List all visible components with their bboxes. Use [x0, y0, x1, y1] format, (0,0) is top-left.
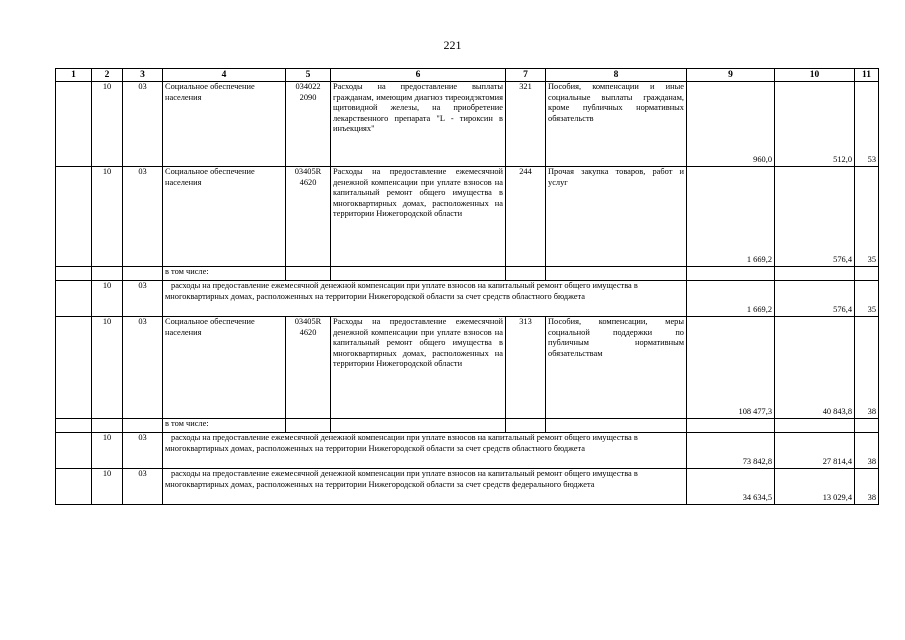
sub-item-description: расходы на предоставление ежемесячной денежной компенсации при уплате взносов на капитальный ремонт общего имущества в многоквартирных домах, расположенных на территории Нижегородской области за счет средств областного бюджета [163, 433, 687, 469]
section-name: Социальное обеспечение населения [163, 167, 286, 267]
expense-description: Расходы на предоставление ежемесячной денежной компенсации при уплате взносов на капитальный ремонт общего имущества в многоквартирных домах, расположенных на территории Нижегородской области [331, 317, 506, 419]
table-row [56, 281, 879, 317]
column-header: 1 [56, 69, 92, 82]
percent: 53 [855, 82, 879, 167]
column-header: 11 [855, 69, 879, 82]
section-name: Социальное обеспечение населения [163, 82, 286, 167]
column-header: 4 [163, 69, 286, 82]
section-code: 10 [92, 167, 123, 267]
including-label: в том числе: [163, 267, 286, 281]
amount-actual: 576,4 [775, 281, 855, 317]
cell-empty [56, 433, 92, 469]
expense-type-name: Пособия, компенсации, меры социальной поддержки по публичным нормативным обязательствам [546, 317, 687, 419]
including-label: в том числе: [163, 419, 286, 433]
cell-empty [56, 281, 92, 317]
subsection-code: 03 [123, 167, 163, 267]
amount-actual: 40 843,8 [775, 317, 855, 419]
cell-empty [56, 317, 92, 419]
column-header: 6 [331, 69, 506, 82]
amount-plan: 1 669,2 [687, 281, 775, 317]
sub-item-description: расходы на предоставление ежемесячной денежной компенсации при уплате взносов на капитальный ремонт общего имущества в многоквартирных домах, расположенных на территории Нижегородской области за счет средств федерального бюджета [163, 469, 687, 505]
amount-plan: 1 669,2 [687, 167, 775, 267]
table-row [56, 317, 879, 419]
amount-actual: 512,0 [775, 82, 855, 167]
target-article-code: 034022 2090 [286, 82, 331, 167]
section-code: 10 [92, 433, 123, 469]
amount-actual: 27 814,4 [775, 433, 855, 469]
expense-type-name: Пособия, компенсации и иные социальные выплаты гражданам, кроме публичных нормативных обязательств [546, 82, 687, 167]
table-row [56, 82, 879, 167]
section-code: 10 [92, 82, 123, 167]
column-header: 2 [92, 69, 123, 82]
expense-type-code: 313 [506, 317, 546, 419]
amount-plan: 108 477,3 [687, 317, 775, 419]
percent: 38 [855, 317, 879, 419]
section-code: 10 [92, 317, 123, 419]
table-row [56, 167, 879, 267]
section-name: Социальное обеспечение населения [163, 317, 286, 419]
section-code: 10 [92, 469, 123, 505]
subsection-code: 03 [123, 433, 163, 469]
percent: 38 [855, 433, 879, 469]
target-article-code: 03405R 4620 [286, 317, 331, 419]
percent: 35 [855, 167, 879, 267]
cell-empty [56, 469, 92, 505]
percent: 35 [855, 281, 879, 317]
column-header: 9 [687, 69, 775, 82]
expense-description: Расходы на предоставление выплаты гражданам, имеющим диагноз тиреоидэктомия щитовидной железы, на приобретение лекарственного препарата "L - тироксин в инъекциях" [331, 82, 506, 167]
cell-empty [56, 167, 92, 267]
expense-type-code: 244 [506, 167, 546, 267]
subsection-code: 03 [123, 281, 163, 317]
amount-actual: 13 029,4 [775, 469, 855, 505]
table-row [56, 433, 879, 469]
percent: 38 [855, 469, 879, 505]
amount-plan: 960,0 [687, 82, 775, 167]
subsection-code: 03 [123, 317, 163, 419]
section-code: 10 [92, 281, 123, 317]
header-row [56, 69, 879, 82]
page-number: 221 [443, 38, 462, 52]
amount-actual: 576,4 [775, 167, 855, 267]
column-header: 10 [775, 69, 855, 82]
column-header: 3 [123, 69, 163, 82]
table-row [56, 419, 879, 433]
expense-description: Расходы на предоставление ежемесячной денежной компенсации при уплате взносов на капитальный ремонт общего имущества в многоквартирных домах, расположенных на территории Нижегородской области [331, 167, 506, 267]
subsection-code: 03 [123, 82, 163, 167]
sub-item-description: расходы на предоставление ежемесячной денежной компенсации при уплате взносов на капитальный ремонт общего имущества в многоквартирных домах, расположенных на территории Нижегородской области за счет средств областного бюджета [163, 281, 687, 317]
table-row [56, 267, 879, 281]
column-header: 5 [286, 69, 331, 82]
column-header: 7 [506, 69, 546, 82]
amount-plan: 73 842,8 [687, 433, 775, 469]
budget-table [55, 68, 879, 505]
column-header: 8 [546, 69, 687, 82]
table-row [56, 469, 879, 505]
expense-type-name: Прочая закупка товаров, работ и услуг [546, 167, 687, 267]
expense-type-code: 321 [506, 82, 546, 167]
cell-empty [56, 82, 92, 167]
amount-plan: 34 634,5 [687, 469, 775, 505]
subsection-code: 03 [123, 469, 163, 505]
target-article-code: 03405R 4620 [286, 167, 331, 267]
